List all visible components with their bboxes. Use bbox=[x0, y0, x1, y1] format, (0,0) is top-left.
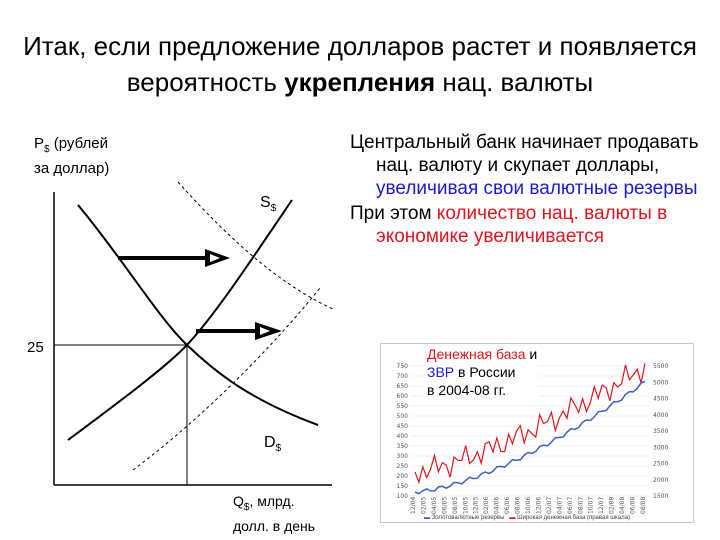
paragraph-money-supply: При этом количество нац. валюты в экономике увеличивается bbox=[350, 203, 668, 247]
left-tick-label: 100 bbox=[396, 493, 408, 500]
price-tick-label: 25 bbox=[27, 339, 44, 356]
x-tick-label: 02/08 bbox=[608, 496, 616, 514]
supply-curve bbox=[68, 200, 292, 440]
left-tick-label: 450 bbox=[396, 423, 408, 430]
y-axis-label: $P_{\$}$ (рублей за доллар) bbox=[34, 135, 110, 177]
x-tick-label: 02/07 bbox=[545, 496, 553, 514]
right-tick-label: 3000 bbox=[653, 444, 669, 452]
x-tick-label: 04/07 bbox=[556, 496, 564, 514]
x-tick-label: 12/04 bbox=[410, 496, 417, 514]
x-tick-label: 10/06 bbox=[525, 496, 532, 514]
explanation-text bbox=[350, 131, 710, 250]
x-tick-label: 02/05 bbox=[420, 496, 428, 514]
left-tick-label: 550 bbox=[396, 403, 408, 410]
shifted-supply-curve-2 bbox=[133, 288, 320, 470]
x-tick-label: 08/06 bbox=[514, 496, 522, 514]
x-axis-label: $Q_{\$}$, млрд. долл. в день bbox=[233, 493, 316, 534]
left-tick-label: 500 bbox=[396, 413, 408, 420]
x-tick-label: 06/07 bbox=[566, 496, 574, 514]
demand-curve-label: $D_{\$}$ bbox=[264, 434, 282, 455]
x-tick-label: 06/06 bbox=[504, 496, 512, 514]
paragraph-central-bank: Центральный банк начинает продавать нац. валюту и скупает доллары, увеличивая свои валютные резервы bbox=[350, 132, 699, 199]
right-tick-label: 4500 bbox=[653, 395, 669, 403]
left-tick-label: 350 bbox=[396, 443, 408, 450]
left-tick-label: 300 bbox=[396, 453, 408, 460]
right-tick-label: 1500 bbox=[653, 493, 669, 500]
inset-caption: Денежная база и ЗВР в России в 2004-08 гг. bbox=[427, 346, 538, 398]
right-tick-label: 2500 bbox=[653, 460, 669, 468]
right-tick-label: 2000 bbox=[653, 476, 669, 484]
x-tick-label: 06/05 bbox=[441, 496, 449, 514]
shift-arrow-head-1 bbox=[205, 249, 230, 267]
right-tick-label: 3500 bbox=[653, 428, 669, 435]
x-tick-label: 08/05 bbox=[451, 496, 459, 514]
shifted-supply-curve-1 bbox=[178, 182, 335, 310]
left-tick-label: 200 bbox=[396, 473, 408, 480]
x-tick-label: 02/06 bbox=[483, 496, 491, 514]
x-tick-label: 04/08 bbox=[619, 496, 627, 514]
x-tick-label: 08/07 bbox=[577, 496, 585, 514]
left-tick-label: 250 bbox=[396, 463, 408, 470]
left-tick-label: 700 bbox=[396, 373, 408, 380]
left-tick-label: 600 bbox=[396, 393, 408, 400]
x-tick-label: 12/07 bbox=[598, 496, 606, 514]
x-tick-label: 04/05 bbox=[430, 496, 438, 514]
left-tick-label: 750 bbox=[396, 363, 408, 370]
x-tick-label: 12/05 bbox=[472, 496, 480, 514]
x-tick-label: 12/06 bbox=[535, 496, 543, 514]
x-tick-label: 10/07 bbox=[587, 496, 595, 514]
x-tick-label: 04/06 bbox=[493, 496, 501, 514]
right-tick-label: 4000 bbox=[653, 411, 669, 419]
x-tick-label: 10/05 bbox=[462, 496, 470, 514]
x-tick-label: 06/08 bbox=[629, 496, 637, 514]
left-tick-label: 400 bbox=[396, 433, 408, 440]
right-tick-label: 5500 bbox=[653, 363, 669, 370]
inset-legend: ▬ Золотовалютные резервы ▬ Широкая денежная база (правая шкала) bbox=[424, 515, 630, 521]
supply-curve-label: $S_{\$}$ bbox=[260, 194, 277, 215]
demand-curve bbox=[78, 205, 318, 425]
left-tick-label: 650 bbox=[396, 383, 408, 390]
x-tick-label: 08/08 bbox=[640, 496, 647, 514]
left-tick-label: 150 bbox=[396, 483, 408, 490]
right-tick-label: 5000 bbox=[653, 379, 669, 387]
slide-title: Итак, если предложение долларов растет и появляется вероятность укрепления нац. валюты bbox=[23, 31, 697, 97]
shift-arrow-head-2 bbox=[255, 322, 282, 340]
